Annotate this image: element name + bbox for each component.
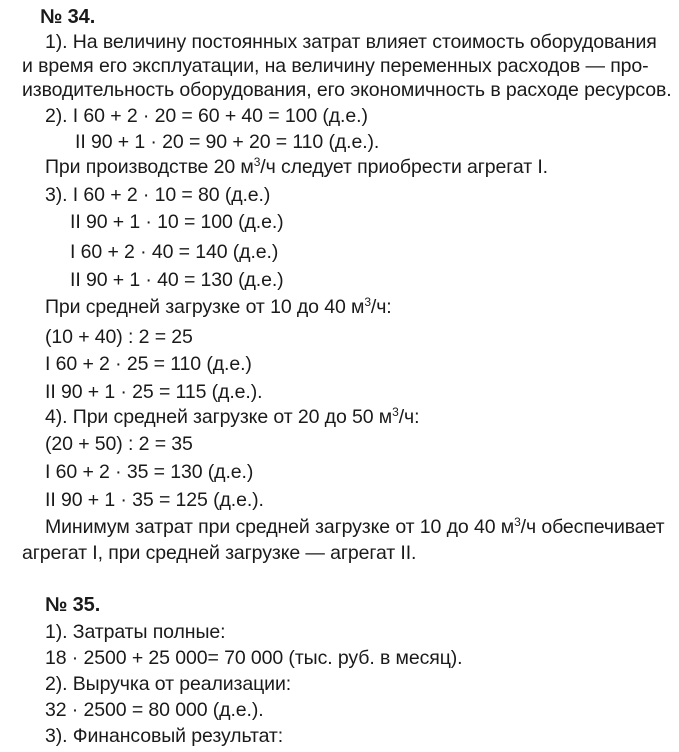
conclusion-text-b: /ч обеспечивает	[520, 516, 665, 538]
p1-line-1: 1). На величину постоянных затрат влияет стоимость оборудования	[45, 31, 657, 53]
p3-line-3: I 60 + 2 · 40 = 140 (д.е.)	[70, 241, 279, 263]
p4-avg-load	[45, 405, 419, 431]
conclusion-line-2: агрегат I, при средней загрузке — агрегат II.	[22, 542, 417, 564]
p3-line-7: II 90 + 1 · 25 = 115 (д.е.).	[45, 381, 263, 403]
p35-line-3: 2). Выручка от реализации:	[45, 673, 292, 695]
cubic-superscript: 3	[514, 515, 521, 529]
bleed-through-text	[420, 120, 424, 135]
p4-avg-text-a: 4). При средней загрузке от 20 до 50 м	[45, 406, 393, 428]
p1-line-3: изводительность оборудования, его экономичность в расходе ресурсов.	[22, 79, 672, 101]
p35-line-5: 3). Финансовый результат:	[45, 725, 284, 747]
p2-line-1: 2). I 60 + 2 · 20 = 60 + 40 = 100 (д.е.)	[45, 105, 368, 127]
p4-line-2: I 60 + 2 · 35 = 130 (д.е.)	[45, 461, 254, 483]
p2-conclusion	[45, 155, 548, 181]
p3-avg-text-a: При средней загрузке от 10 до 40 м	[45, 296, 365, 318]
p3-line-6: I 60 + 2 · 25 = 110 (д.е.)	[45, 353, 252, 375]
cubic-superscript: 3	[364, 295, 371, 309]
p35-line-1: 1). Затраты полные:	[45, 621, 226, 643]
p4-avg-text-b: /ч:	[398, 406, 420, 428]
p3-line-1: 3). I 60 + 2 · 10 = 80 (д.е.)	[45, 184, 271, 206]
p35-line-2: 18 · 2500 + 25 000= 70 000 (тыс. руб. в месяц).	[45, 647, 463, 669]
cubic-superscript: 3	[392, 405, 399, 419]
p3-line-4: II 90 + 1 · 40 = 130 (д.е.)	[70, 269, 284, 291]
p4-line-1: (20 + 50) : 2 = 35	[45, 433, 193, 455]
p3-avg-load	[45, 295, 392, 321]
p3-line-2: II 90 + 1 · 10 = 100 (д.е.)	[70, 211, 284, 233]
p4-line-3: II 90 + 1 · 35 = 125 (д.е.).	[45, 489, 264, 511]
p2-conclusion-text-b: /ч следует приобрести агрегат I.	[260, 156, 548, 178]
problem-35-heading: № 35.	[45, 594, 101, 616]
conclusion-line-1	[45, 515, 664, 541]
conclusion-text-a: Минимум затрат при средней загрузке от 10 до 40 м	[45, 516, 515, 538]
p3-line-5: (10 + 40) : 2 = 25	[45, 326, 193, 348]
p2-line-2: II 90 + 1 · 20 = 90 + 20 = 110 (д.е.).	[75, 131, 380, 153]
problem-34-heading: № 34.	[40, 6, 96, 28]
p2-conclusion-text-a: При производстве 20 м	[45, 156, 254, 178]
p3-avg-text-b: /ч:	[370, 296, 392, 318]
p35-line-4: 32 · 2500 = 80 000 (д.е.).	[45, 699, 264, 721]
p1-line-2: и время его эксплуатации, на величину переменных расходов — про-	[22, 55, 649, 77]
cubic-superscript: 3	[253, 155, 261, 169]
